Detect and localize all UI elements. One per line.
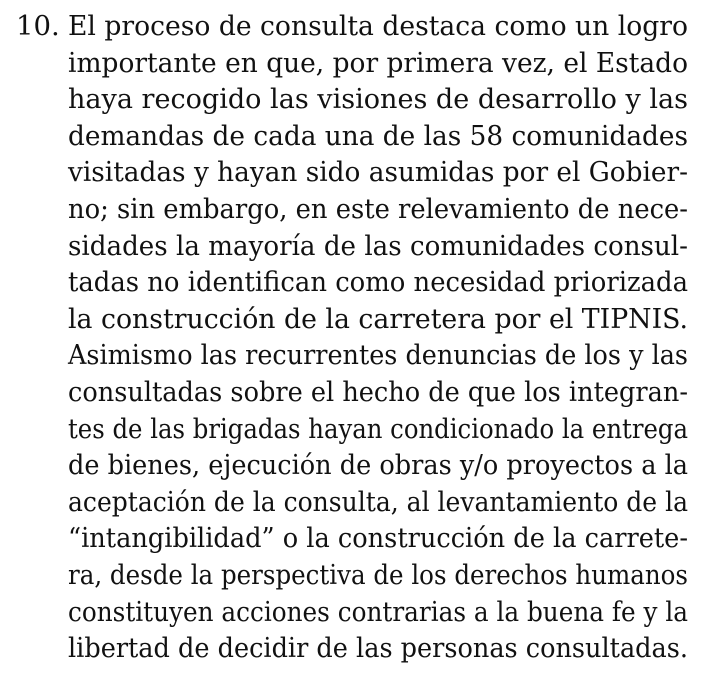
text-line: la construcción de la carretera por el TIPNIS. [68,302,688,335]
text-line: tadas no identifican como necesidad priorizada [68,266,688,299]
text-line: visitadas y hayan sido asumidas por el Gobier- [68,156,688,189]
text-line: de bienes, ejecución de obras y/o proyectos a la [68,449,688,482]
paragraph-text [68,8,688,667]
text-line: libertad de decidir de las personas consultadas. [68,632,688,665]
text-line: no; sin embargo, en este relevamiento de nece- [68,192,688,225]
text-line: tes de las brigadas hayan condicionado la entrega [68,412,688,445]
text-line: “intangibilidad” o la construcción de la carrete- [68,522,688,555]
text-line: constituyen acciones contrarias a la buena fe y la [68,595,688,628]
text-line: Asimismo las recurrentes denuncias de los y las [68,339,688,372]
text-line: haya recogido las visiones de desarrollo y las [68,83,688,116]
text-line: importante en que, por primera vez, el Estado [68,46,688,79]
text-line: ra, desde la perspectiva de los derechos humanos [68,558,688,591]
text-line: sidades la mayoría de las comunidades consul- [68,229,688,262]
text-line: El proceso de consulta destaca como un logro [68,10,688,42]
text-line: consultadas sobre el hecho de que los integran- [68,375,688,408]
text-line: aceptación de la consulta, al levantamiento de la [68,485,688,518]
text-line: demandas de cada una de las 58 comunidades [68,119,688,152]
paragraph-number: 10. [16,10,60,42]
